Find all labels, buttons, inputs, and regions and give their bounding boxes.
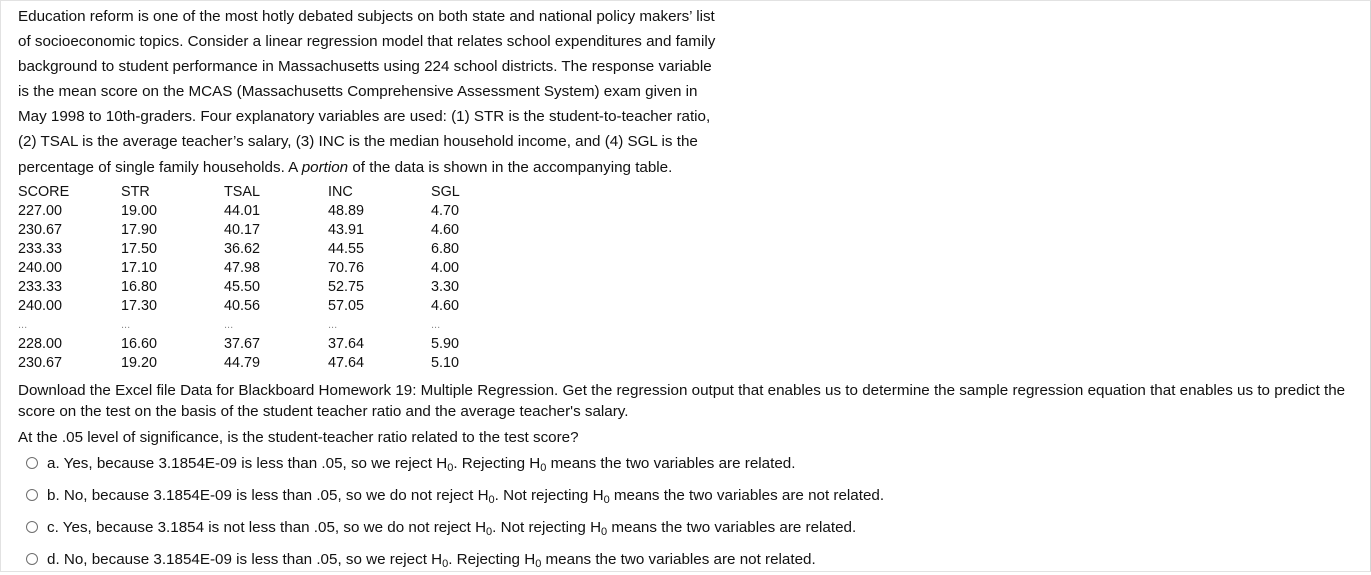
table-cell: 4.70 (431, 203, 460, 219)
option-a[interactable] (26, 447, 884, 479)
table-cell: 45.50 (224, 279, 261, 295)
problem-line: is the mean score on the MCAS (Massachusetts Comprehensive Assessment System) exam given in (18, 83, 698, 101)
table-cell: 17.50 (121, 241, 158, 257)
option-text-part: . Not rejecting (492, 518, 591, 536)
option-b[interactable] (26, 479, 884, 511)
table-cell: 17.30 (121, 298, 158, 314)
table-cell: 47.64 (328, 355, 365, 371)
table-header-row (18, 183, 491, 202)
h0-subscript: 0 (442, 557, 449, 570)
column-header-tsal: TSAL (224, 184, 260, 200)
option-text-part: . Rejecting (448, 550, 525, 568)
table-cell: 230.67 (18, 355, 63, 371)
table-cell: 52.75 (328, 279, 365, 295)
problem-line: May 1998 to 10th-graders. Four explanatory variables are used: (1) STR is the student-to-teacher ratio, (18, 108, 711, 126)
ellipsis-cell: ... (121, 319, 131, 331)
radio-button[interactable] (26, 489, 38, 501)
option-text-part: means the two variables are not related. (541, 550, 816, 568)
problem-line: (2) TSAL is the average teacher’s salary, (3) INC is the median household income, and (4) SGL is the (18, 133, 698, 151)
option-text (47, 551, 816, 568)
problem-line-last (18, 155, 778, 180)
answer-options (26, 447, 884, 575)
table-row (18, 221, 491, 240)
h0-letter: H (524, 550, 536, 568)
option-text-part: . Rejecting (453, 454, 530, 472)
table-row (18, 240, 491, 259)
table-cell: 57.05 (328, 298, 365, 314)
table-cell: 3.30 (431, 279, 460, 295)
problem-line: of socioeconomic topics. Consider a linear regression model that relates school expenditures and family (18, 33, 716, 51)
h0-symbol (593, 487, 610, 504)
option-text-part: d. No, because 3.1854E-09 is less than .05, so we reject (47, 550, 432, 568)
table-cell: 70.76 (328, 260, 365, 276)
column-header-score: SCORE (18, 184, 70, 200)
table-cell: 40.17 (224, 222, 261, 238)
option-text-part: b. No, because 3.1854E-09 is less than .05, so we do not reject (47, 486, 478, 504)
option-text-part: means the two variables are related. (607, 518, 857, 536)
table-cell: 44.55 (328, 241, 365, 257)
option-d[interactable] (26, 543, 884, 575)
table-cell: 16.80 (121, 279, 158, 295)
question-text: At the .05 level of significance, is the student-teacher ratio related to the test score? (18, 429, 579, 446)
table-row (18, 297, 491, 316)
h0-letter: H (529, 454, 541, 472)
table-cell: 37.67 (224, 336, 261, 352)
h0-symbol (524, 551, 541, 568)
h0-symbol (478, 487, 495, 504)
h0-subscript: 0 (488, 493, 495, 506)
radio-button[interactable] (26, 521, 38, 533)
table-cell: 228.00 (18, 336, 63, 352)
radio-button[interactable] (26, 553, 38, 565)
table-cell: 48.89 (328, 203, 365, 219)
table-row (18, 202, 491, 221)
ellipsis-cell: ... (328, 319, 338, 331)
table-cell: 5.10 (431, 355, 460, 371)
table-cell: 6.80 (431, 241, 460, 257)
table-cell: 230.67 (18, 222, 63, 238)
emphasis-portion: portion (301, 158, 349, 176)
table-cell: 40.56 (224, 298, 261, 314)
h0-subscript: 0 (447, 461, 454, 474)
table-row (18, 278, 491, 297)
option-text (47, 455, 795, 472)
table-cell: 36.62 (224, 241, 261, 257)
table-cell: 19.20 (121, 355, 158, 371)
option-text-part: c. Yes, because 3.1854 is not less than .05, so we do not reject (47, 518, 476, 536)
h0-symbol (529, 455, 546, 472)
problem-text: of the data is shown in the accompanying table. (348, 158, 673, 176)
h0-symbol (475, 519, 492, 536)
h0-letter: H (431, 550, 443, 568)
h0-letter: H (590, 518, 602, 536)
h0-subscript: 0 (601, 525, 608, 538)
ellipsis-cell: ... (224, 319, 234, 331)
h0-subscript: 0 (535, 557, 542, 570)
download-instructions: Download the Excel file Data for Blackboard Homework 19: Multiple Regression. Get the regression output that enables us to determine the sample regression equation that enables us to predict the score on the test on the basis of the student teacher ratio and the average teacher's salary. (18, 382, 1346, 420)
table-cell: 17.10 (121, 260, 158, 276)
option-text-part: means the two variables are not related. (609, 486, 885, 504)
table-ellipsis-row (18, 316, 491, 335)
option-text-part: means the two variables are related. (546, 454, 796, 472)
h0-symbol (436, 455, 453, 472)
h0-letter: H (475, 518, 487, 536)
ellipsis-cell: ... (18, 319, 28, 331)
table-cell: 4.00 (431, 260, 460, 276)
table-cell: 233.33 (18, 241, 63, 257)
table-cell: 16.60 (121, 336, 158, 352)
table-cell: 240.00 (18, 298, 63, 314)
column-header-str: STR (121, 184, 150, 200)
h0-symbol (431, 551, 448, 568)
table-cell: 240.00 (18, 260, 63, 276)
option-c[interactable] (26, 511, 884, 543)
table-cell: 17.90 (121, 222, 158, 238)
h0-subscript: 0 (540, 461, 547, 474)
h0-letter: H (436, 454, 448, 472)
table-row (18, 259, 491, 278)
option-text-part: . Not rejecting (494, 486, 593, 504)
column-header-inc: INC (328, 184, 353, 200)
option-text (47, 487, 884, 504)
h0-letter: H (477, 486, 489, 504)
table-cell: 5.90 (431, 336, 460, 352)
table-row (18, 354, 491, 373)
table-cell: 19.00 (121, 203, 158, 219)
problem-text: percentage of single family households. A (18, 158, 302, 176)
option-text-part: a. Yes, because 3.1854E-09 is less than .05, so we reject (47, 454, 437, 472)
h0-symbol (590, 519, 607, 536)
table-cell: 227.00 (18, 203, 63, 219)
option-text (47, 519, 856, 536)
table-cell: 4.60 (431, 298, 460, 314)
column-header-sgl: SGL (431, 184, 460, 200)
table-row (18, 335, 491, 354)
h0-letter: H (592, 486, 604, 504)
problem-line: Education reform is one of the most hotly debated subjects on both state and national policy makers’ list (18, 8, 715, 25)
table-cell: 43.91 (328, 222, 365, 238)
table-cell: 44.79 (224, 355, 261, 371)
data-table (18, 183, 491, 373)
table-cell: 37.64 (328, 336, 365, 352)
problem-line: background to student performance in Massachusetts using 224 school districts. The response variable (18, 58, 712, 76)
problem-statement (18, 4, 778, 180)
table-cell: 44.01 (224, 203, 261, 219)
ellipsis-cell: ... (431, 319, 441, 331)
h0-subscript: 0 (486, 525, 493, 538)
h0-subscript: 0 (603, 493, 610, 506)
table-cell: 47.98 (224, 260, 261, 276)
table-cell: 4.60 (431, 222, 460, 238)
table-cell: 233.33 (18, 279, 63, 295)
radio-button[interactable] (26, 457, 38, 469)
